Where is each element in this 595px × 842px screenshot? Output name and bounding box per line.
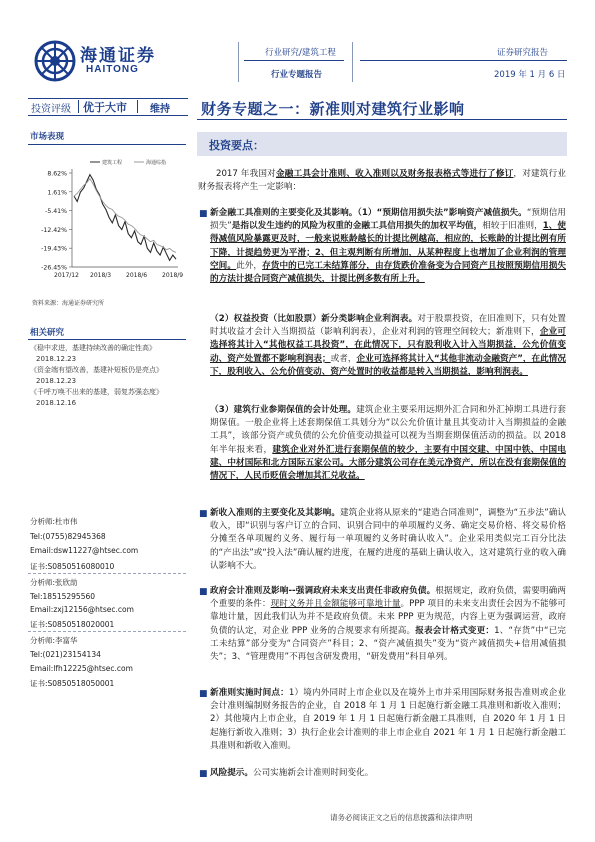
bullet-icon: ■	[199, 769, 208, 779]
emphasis-text: 是指以发生违约的风险为权重的金融工具信用损失的加权平均值，	[231, 221, 483, 232]
analyst-name: 分析师:李富华	[30, 636, 78, 645]
series-line-index	[74, 179, 176, 253]
header-divider	[352, 42, 353, 82]
underlined-text: 现时义务并且金额能够可靠地计量	[270, 599, 401, 610]
y-tick-label: -19.43%	[41, 245, 67, 253]
header-divider	[238, 42, 239, 82]
body-text: 此外，	[236, 260, 263, 271]
report-category: 行业研究/建筑工程	[265, 48, 336, 58]
section-lead: 风险提示。	[210, 768, 253, 778]
emphasis-underlined: 1、使得减值风险暴露更及时，一般来说账龄越长的计提比例越高，相应的，长账龄的计提比例有所下降，计提趋势更为平滑；2、但主观判断有所增加，从某种程度上也增加了企业利润的管理空间。	[210, 221, 566, 271]
intro-text: 2017 年我国对	[216, 169, 276, 179]
market-heading: 市场表现	[30, 132, 65, 142]
haitong-emblem-icon	[34, 40, 76, 82]
legend-label: 海通综指	[146, 160, 167, 166]
rating-status: 维持	[150, 104, 170, 115]
section-lead: （3）建筑行业参期保值的会计处理。	[210, 405, 357, 415]
analyst-cert: 证书:S0850518020001	[30, 620, 115, 629]
related-report-title: 《千呼万唤不出来的基建，弱复苏强态度》	[30, 388, 163, 396]
report-date: 2019 年 1 月 6 日	[494, 70, 566, 80]
legend-label: 建筑工程	[102, 160, 123, 166]
header-rule	[360, 60, 567, 61]
section-lead: （2）权益投资（比如股票）新分类影响企业利润表。	[210, 314, 418, 324]
body-text: 建筑企业主要采用远期外汇合同和外汇掉期工具进行套期保值。一般企业将上述套期保值工具划分为“以公允价值计量且其变动计入当期损益的金融工具”，该部分资产或负债的公允价值变动损益可以视为当期套期保值活动的损益。以 2018 年半年报来看，	[210, 405, 566, 455]
body-text: 1）境内外同时上市企业以及在境外上市并采用国际财务报告准则或企业会计准则编制财务报告的企业，自 2018 年 1 月 1 日起施行新金融工具准则和新收入准则；2）其他境内上市企业，自 2019 年 1 月 1 日起施行新金融工具准则，自 2020 年 1 月 1 日起施行新收入准则；3）执行企业会计准则的非上市企业自 2021 年 1 月 1 日起施行新金融工具准则和新收入准则。	[210, 688, 566, 751]
body-text: 对于股票投资，在旧准则下，只有处置时其收益才会计入当期损益（影响利润表），企业对利润的管理空间较大；新准则下，	[210, 314, 566, 338]
section-lead: 政府会计准则及影响--强调政府未来支出责任非政府负债。	[210, 586, 436, 596]
related-report[interactable]	[30, 365, 186, 387]
related-report-date: 2018.12.16	[36, 399, 77, 407]
x-tick-label: 2017/12	[54, 272, 79, 279]
emphasis-underlined: 建筑企业对外汇进行套期保值的较少，主要有中国交建、中国中铁、中国电建、中材国际和北方国际五家公司。大部分建筑公司存在美元净资产，所以在没有套期保值的情况下，人民币贬值会增加其汇兑收益。	[210, 444, 566, 482]
analyst-email[interactable]: Email:dsw11227@htsec.com	[30, 546, 139, 555]
y-tick-label: -5.41%	[45, 208, 67, 216]
body-text: 。PPP 项目的未来支出责任会因为不能够可靠地计量，因此我们认为并不是政府负债。未来 PPP 更为规范，内容上更为强调运营，政府负债的认定，对企业 PPP 业务的合规要求有所提高。	[210, 599, 566, 636]
bullet-icon: ■	[199, 689, 208, 699]
x-tick-label: 2018/3	[90, 272, 112, 279]
x-tick-label: 2018/6	[126, 272, 148, 279]
risk-paragraph	[198, 767, 566, 780]
body-text: 公司实施新会计准则时间变化。	[252, 768, 374, 778]
intro-paragraph	[198, 168, 566, 194]
section-lead: 报表会计格式变更：	[415, 625, 495, 636]
report-type: 行业专题报告	[271, 70, 323, 80]
related-report[interactable]	[30, 343, 186, 365]
analyst-cert: 证书:S0850516080010	[30, 562, 115, 571]
series-line-construction	[74, 175, 176, 261]
body-text: 根据规定，政府负债，需要明确两个重要的条件：	[210, 586, 566, 610]
rating-value: 优于大市	[83, 101, 127, 114]
market-rule	[28, 144, 186, 145]
analyst-name: 分析师:杜市伟	[30, 517, 78, 526]
body-text: “预期信用损失”	[210, 208, 566, 232]
related-heading: 相关研究	[30, 328, 65, 338]
report-title: 财务专题之一：新准则对建筑行业影响	[201, 100, 465, 118]
analyst-email[interactable]: Email:zxj12156@htsec.com	[30, 605, 134, 614]
y-tick-label: -12.42%	[41, 226, 67, 234]
revenue-standard-paragraph	[198, 507, 566, 573]
related-report[interactable]	[30, 387, 186, 409]
section-lead: 新准则实施时间点：	[210, 688, 289, 698]
key-points-heading: 投资要点：	[209, 139, 264, 152]
key-points-banner	[197, 132, 567, 156]
related-report-title: 《稳中求进，基建持续改善的确定性高》	[30, 344, 156, 352]
bullet-icon: ■	[199, 509, 208, 519]
body-text: 1、“存货”中“已完工未结算”部分变为“合同资产”科目；2、“资产减值损失”变为“资产减值损失+信用减值损失”；3、“管理费用”不再包含研发费用，“研发费用”科目单列。	[210, 625, 566, 663]
footer-disclaimer: 请务必阅读正文之后的信息披露和法律声明	[330, 813, 473, 822]
intro-underlined: 金融工具会计准则、收入准则以及财务报表格式等进行了修订	[275, 169, 514, 179]
emphasis-underlined: 存货中的已完工未结算部分，由存货跌价准备变为合同资产且按照预期信用损失的方法计提合同资产减值损失，计提比例多数有所上升。	[210, 260, 566, 285]
y-tick-label: 1.61%	[47, 189, 67, 197]
y-tick-label: -26.45%	[41, 264, 67, 272]
header-rule	[244, 60, 344, 61]
logo-chinese-name: 海通证券	[80, 46, 156, 66]
rating-divider	[78, 100, 79, 113]
related-rule	[28, 339, 186, 340]
analyst-tel: Tel:18515295560	[30, 592, 96, 601]
analyst-tel: Tel:(0755)82945368	[30, 532, 106, 541]
related-report-title: 《资金端有望改善，基建补短板仍是亮点》	[30, 366, 163, 374]
section-lead: 新金融工具准则的主要变化及其影响。（1）“预期信用损失法”影响资产减值损失。	[210, 208, 527, 218]
market-performance-chart	[28, 155, 186, 295]
emphasis-underlined: 企业可选择将其计入“其他权益工具投资”，在此情况下，只有股利收入计入当期损益，公允价值变动、资产处置都不影响利润表；	[210, 327, 566, 364]
body-text: 建筑企业将从原来的“建造合同准则”，调整为“五步法”确认收入，即“识别与客户订立的合同、识别合同中的单项履约义务、确定交易价格、将交易价格分摊至各单项履约义务、履行每一单项履约义务时确认收入”。企业采用类似完工百分比法的“产出法”或“投入法”确认履约进度，在履约进度的基础上确认收入，这对建筑行业的收入确认影响不大。	[210, 508, 566, 571]
bullet-icon: ■	[199, 587, 208, 597]
hedging-paragraph	[198, 404, 566, 483]
body-text: 或者，	[330, 353, 357, 364]
y-tick-label: 8.62%	[47, 170, 67, 178]
intro-text: ，对建筑行业财务报表将产生一定影响：	[198, 169, 566, 193]
chart-source: 资料来源：海通证券研究所	[32, 300, 105, 307]
related-report-date: 2018.12.23	[36, 377, 77, 385]
emphasis-underlined: 企业可选择将其计入“其他非流动金融资产”，在此情况下，股利收入、公允价值变动、资产处置时的收益都是转入当期损益，影响利润表。	[210, 353, 566, 377]
rating-label: 投资评级	[31, 104, 71, 115]
analyst-email[interactable]: Email:lfh12225@htsec.com	[30, 664, 133, 673]
financial-instruments-paragraph	[198, 207, 566, 286]
analyst-divider	[28, 573, 186, 574]
logo-english-name: HAITONG	[86, 64, 139, 75]
company-logo	[34, 40, 184, 82]
analyst-name: 分析师:张欣劼	[30, 578, 78, 587]
rating-divider	[137, 100, 138, 113]
analyst-cert: 证书:S0850518050001	[30, 679, 115, 688]
body-text: 相较于旧准则，	[482, 221, 543, 232]
doc-type: 证券研究报告	[497, 48, 549, 58]
equity-investment-paragraph	[198, 313, 566, 379]
investment-rating	[28, 98, 188, 116]
analyst-divider	[28, 631, 186, 632]
bullet-icon: ■	[199, 209, 208, 219]
analyst-tel: Tel:(021)23154134	[30, 650, 101, 659]
implementation-paragraph	[198, 687, 566, 753]
section-lead: 新收入准则的主要变化及其影响。	[210, 508, 340, 518]
related-report-date: 2018.12.23	[36, 355, 77, 363]
title-rule	[197, 119, 567, 120]
government-accounting-paragraph	[198, 585, 566, 664]
x-tick-label: 2018/9	[162, 272, 184, 279]
